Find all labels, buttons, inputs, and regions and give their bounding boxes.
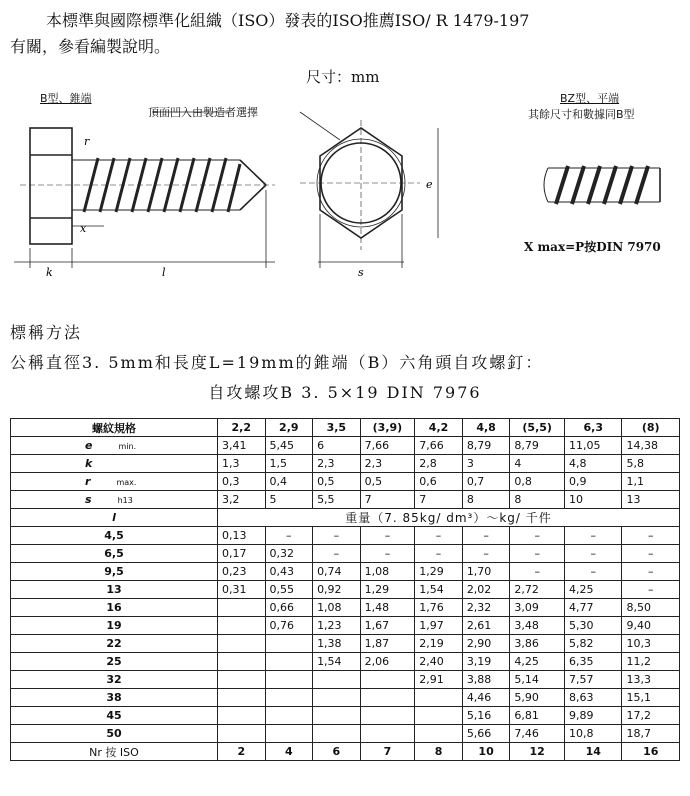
length-value: 25 <box>11 653 218 671</box>
table-cell <box>265 689 313 707</box>
table-cell <box>265 707 313 725</box>
table-cell: 5 <box>265 491 313 509</box>
table-cell: 8,79 <box>510 437 565 455</box>
nr-cell: 16 <box>622 743 680 761</box>
table-cell: – <box>265 527 313 545</box>
table-cell: 0,6 <box>415 473 463 491</box>
table-cell: 0,9 <box>565 473 622 491</box>
type-b-label: B型、錐端 <box>40 92 92 105</box>
table-cell: 4,46 <box>462 689 510 707</box>
table-cell: – <box>510 545 565 563</box>
table-cell: 2,72 <box>510 581 565 599</box>
table-cell: – <box>462 527 510 545</box>
table-cell: 1,76 <box>415 599 463 617</box>
table-cell: 13 <box>622 491 680 509</box>
length-value: 22 <box>11 635 218 653</box>
dim-l-label: l <box>162 266 166 279</box>
table-cell: 0,92 <box>313 581 361 599</box>
table-cell <box>360 671 415 689</box>
table-cell: 3,48 <box>510 617 565 635</box>
type-bz-label: BZ型、平端 <box>560 92 620 105</box>
nr-cell: 14 <box>565 743 622 761</box>
length-value: 6,5 <box>11 545 218 563</box>
table-cell: 5,82 <box>565 635 622 653</box>
table-cell <box>218 725 266 743</box>
nr-label: Nr 按 ISO <box>11 743 218 761</box>
intro-text <box>10 8 529 60</box>
table-cell: 2,3 <box>313 455 361 473</box>
table-cell: 1,29 <box>360 581 415 599</box>
row-label <box>11 455 218 473</box>
table-cell <box>265 653 313 671</box>
table-cell: 3,2 <box>218 491 266 509</box>
table-cell: 4,8 <box>565 455 622 473</box>
table-cell: 1,54 <box>415 581 463 599</box>
table-cell: 0,5 <box>313 473 361 491</box>
length-value: 13 <box>11 581 218 599</box>
table-cell: 3,88 <box>462 671 510 689</box>
table-cell <box>415 689 463 707</box>
table-cell: 3,41 <box>218 437 266 455</box>
table-cell: – <box>565 563 622 581</box>
table-cell: 0,31 <box>218 581 266 599</box>
table-cell: 4,25 <box>565 581 622 599</box>
size-header: 2,9 <box>265 419 313 437</box>
table-cell: – <box>510 563 565 581</box>
length-value: 50 <box>11 725 218 743</box>
length-value: 45 <box>11 707 218 725</box>
table-cell: 1,54 <box>313 653 361 671</box>
table-cell: 5,66 <box>462 725 510 743</box>
table-row <box>11 617 680 635</box>
table-cell: 0,74 <box>313 563 361 581</box>
size-header: (3,9) <box>360 419 415 437</box>
table-cell: 4,77 <box>565 599 622 617</box>
table-cell <box>415 725 463 743</box>
table-cell: 0,55 <box>265 581 313 599</box>
nr-cell: 2 <box>218 743 266 761</box>
table-cell: 0,3 <box>218 473 266 491</box>
table-cell: 0,7 <box>462 473 510 491</box>
table-row <box>11 527 680 545</box>
table-cell: 2,06 <box>360 653 415 671</box>
table-cell: 1,38 <box>313 635 361 653</box>
x-max-note: X max=P按DIN 7970 <box>524 240 661 254</box>
table-cell: 11,05 <box>565 437 622 455</box>
table-cell: 13,3 <box>622 671 680 689</box>
table-cell: 0,43 <box>265 563 313 581</box>
table-cell <box>218 617 266 635</box>
row-label <box>11 491 218 509</box>
table-cell: 5,16 <box>462 707 510 725</box>
table-row <box>11 635 680 653</box>
length-value: 4,5 <box>11 527 218 545</box>
table-cell: 2,91 <box>415 671 463 689</box>
table-cell: 14,38 <box>622 437 680 455</box>
table-cell: 5,5 <box>313 491 361 509</box>
table-cell: – <box>622 581 680 599</box>
table-cell: 0,17 <box>218 545 266 563</box>
dim-k-label: k <box>46 266 53 279</box>
table-cell: 6,81 <box>510 707 565 725</box>
table-cell: 1,08 <box>360 563 415 581</box>
table-cell <box>218 689 266 707</box>
table-cell <box>360 707 415 725</box>
designation-title: 標稱方法 <box>10 323 83 342</box>
table-cell: 7 <box>360 491 415 509</box>
table-cell: 6,35 <box>565 653 622 671</box>
table-cell: 3 <box>462 455 510 473</box>
table-cell: 1,70 <box>462 563 510 581</box>
table-cell: – <box>360 545 415 563</box>
table-cell: 7,57 <box>565 671 622 689</box>
table-cell: 0,4 <box>265 473 313 491</box>
table-cell: 0,32 <box>265 545 313 563</box>
table-cell: 1,87 <box>360 635 415 653</box>
dim-e-label: e <box>426 178 433 191</box>
length-value: 16 <box>11 599 218 617</box>
table-cell: 8,63 <box>565 689 622 707</box>
size-header: (5,5) <box>510 419 565 437</box>
table-cell: 3,19 <box>462 653 510 671</box>
table-cell: 0,13 <box>218 527 266 545</box>
table-cell: 0,8 <box>510 473 565 491</box>
dim-x-label: x <box>80 222 87 235</box>
bz-note: 其餘尺寸和數據同B型 <box>528 108 635 121</box>
table-cell: 5,14 <box>510 671 565 689</box>
table-cell: 1,5 <box>265 455 313 473</box>
table-cell: 10 <box>565 491 622 509</box>
length-value: 9,5 <box>11 563 218 581</box>
table-cell: 0,66 <box>265 599 313 617</box>
table-cell: 8 <box>462 491 510 509</box>
table-cell: 4,25 <box>510 653 565 671</box>
table-cell <box>265 671 313 689</box>
table-row <box>11 581 680 599</box>
size-header: 4,2 <box>415 419 463 437</box>
table-cell: 2,32 <box>462 599 510 617</box>
size-header: (8) <box>622 419 680 437</box>
table-cell: 11,2 <box>622 653 680 671</box>
weight-note: 重量（7. 85kg/ dm³）～kg/ 千件 <box>218 509 680 527</box>
table-cell: 8,79 <box>462 437 510 455</box>
size-header: 6,3 <box>565 419 622 437</box>
nr-cell: 12 <box>510 743 565 761</box>
table-cell: 10,8 <box>565 725 622 743</box>
table-cell <box>218 671 266 689</box>
table-cell: 2,61 <box>462 617 510 635</box>
dim-s-label: s <box>358 266 364 279</box>
table-cell <box>415 707 463 725</box>
table-cell: 4 <box>510 455 565 473</box>
table-cell: 3,09 <box>510 599 565 617</box>
row-qualifier: max. <box>116 478 137 487</box>
dim-r-label: r <box>84 135 90 148</box>
table-cell: 1,48 <box>360 599 415 617</box>
table-cell <box>313 707 361 725</box>
table-row <box>11 689 680 707</box>
table-cell: 8,50 <box>622 599 680 617</box>
table-cell: 18,7 <box>622 725 680 743</box>
table-cell: 2,3 <box>360 455 415 473</box>
table-cell: – <box>565 545 622 563</box>
unit-label: 尺寸：mm <box>306 68 380 86</box>
nr-cell: 6 <box>313 743 361 761</box>
table-row <box>11 491 680 509</box>
table-cell: 0,76 <box>265 617 313 635</box>
table-row <box>11 563 680 581</box>
size-header: 3,5 <box>313 419 361 437</box>
nr-cell: 8 <box>415 743 463 761</box>
table-cell: 7,66 <box>415 437 463 455</box>
table-row <box>11 671 680 689</box>
table-cell: 7 <box>415 491 463 509</box>
table-cell: 7,66 <box>360 437 415 455</box>
table-cell: – <box>462 545 510 563</box>
table-cell <box>218 635 266 653</box>
table-row <box>11 473 680 491</box>
row-symbol: k <box>85 457 93 470</box>
row-qualifier: h13 <box>117 496 133 505</box>
table-cell: 5,8 <box>622 455 680 473</box>
table-cell <box>218 599 266 617</box>
nr-cell: 4 <box>265 743 313 761</box>
table-cell: 17,2 <box>622 707 680 725</box>
table-cell: 5,45 <box>265 437 313 455</box>
table-cell: 2,90 <box>462 635 510 653</box>
table-row <box>11 707 680 725</box>
table-cell: 1,23 <box>313 617 361 635</box>
intro-line-2: 有關，參看編製說明。 <box>10 37 171 56</box>
table-cell <box>265 635 313 653</box>
nr-cell: 10 <box>462 743 510 761</box>
dimension-table <box>10 418 680 761</box>
table-cell: – <box>313 545 361 563</box>
table-cell: 2,19 <box>415 635 463 653</box>
table-cell: 9,40 <box>622 617 680 635</box>
designation-text: 公稱直徑3. 5mm和長度L=19mm的錐端（B）六角頭自攻螺釘： <box>10 353 544 372</box>
table-row <box>11 653 680 671</box>
table-cell: 2,8 <box>415 455 463 473</box>
table-cell: 1,08 <box>313 599 361 617</box>
table-cell: – <box>510 527 565 545</box>
length-header-row <box>11 509 680 527</box>
length-label: l <box>11 509 218 527</box>
table-row <box>11 599 680 617</box>
table-row <box>11 725 680 743</box>
table-cell: 6 <box>313 437 361 455</box>
table-cell: 8 <box>510 491 565 509</box>
table-row <box>11 437 680 455</box>
table-cell: 2,40 <box>415 653 463 671</box>
table-cell: – <box>415 545 463 563</box>
table-cell: 5,30 <box>565 617 622 635</box>
table-cell: – <box>565 527 622 545</box>
table-row <box>11 455 680 473</box>
table-cell: 0,5 <box>360 473 415 491</box>
table-cell: 1,97 <box>415 617 463 635</box>
length-value: 38 <box>11 689 218 707</box>
screw-drawing <box>0 80 690 280</box>
table-cell: – <box>622 563 680 581</box>
table-cell <box>218 653 266 671</box>
table-cell: 1,3 <box>218 455 266 473</box>
table-cell: – <box>622 527 680 545</box>
table-cell <box>265 725 313 743</box>
table-cell: 1,67 <box>360 617 415 635</box>
table-row <box>11 545 680 563</box>
designation-example: 自攻螺攻B 3. 5×19 DIN 7976 <box>208 383 482 402</box>
table-cell: 1,1 <box>622 473 680 491</box>
table-cell <box>360 725 415 743</box>
row-symbol: r <box>85 475 91 488</box>
size-header: 2,2 <box>218 419 266 437</box>
header-row <box>11 419 680 437</box>
table-cell: 15,1 <box>622 689 680 707</box>
length-value: 32 <box>11 671 218 689</box>
iso-number-row <box>11 743 680 761</box>
table-cell: 3,86 <box>510 635 565 653</box>
thread-spec-header: 螺紋規格 <box>11 419 218 437</box>
table-cell: 7,46 <box>510 725 565 743</box>
recess-note: 頂面凹入由製造者選擇 <box>148 106 258 119</box>
table-cell: 10,3 <box>622 635 680 653</box>
table-cell: – <box>360 527 415 545</box>
row-label <box>11 473 218 491</box>
nr-cell: 7 <box>360 743 415 761</box>
table-cell: – <box>313 527 361 545</box>
table-cell: – <box>415 527 463 545</box>
table-cell: – <box>622 545 680 563</box>
table-cell <box>313 671 361 689</box>
size-header: 4,8 <box>462 419 510 437</box>
table-cell: 0,23 <box>218 563 266 581</box>
row-label <box>11 437 218 455</box>
table-cell <box>313 725 361 743</box>
table-cell: 1,29 <box>415 563 463 581</box>
row-symbol: s <box>85 493 92 506</box>
table-cell: 2,02 <box>462 581 510 599</box>
row-symbol: e <box>85 439 93 452</box>
table-cell <box>360 689 415 707</box>
table-cell <box>218 707 266 725</box>
table-cell: 5,90 <box>510 689 565 707</box>
length-value: 19 <box>11 617 218 635</box>
table-cell: 9,89 <box>565 707 622 725</box>
table-cell <box>313 689 361 707</box>
intro-line-1: 本標準與國際標準化組織（ISO）發表的ISO推薦ISO/ R 1479-197 <box>46 11 530 30</box>
row-qualifier: min. <box>118 442 137 451</box>
